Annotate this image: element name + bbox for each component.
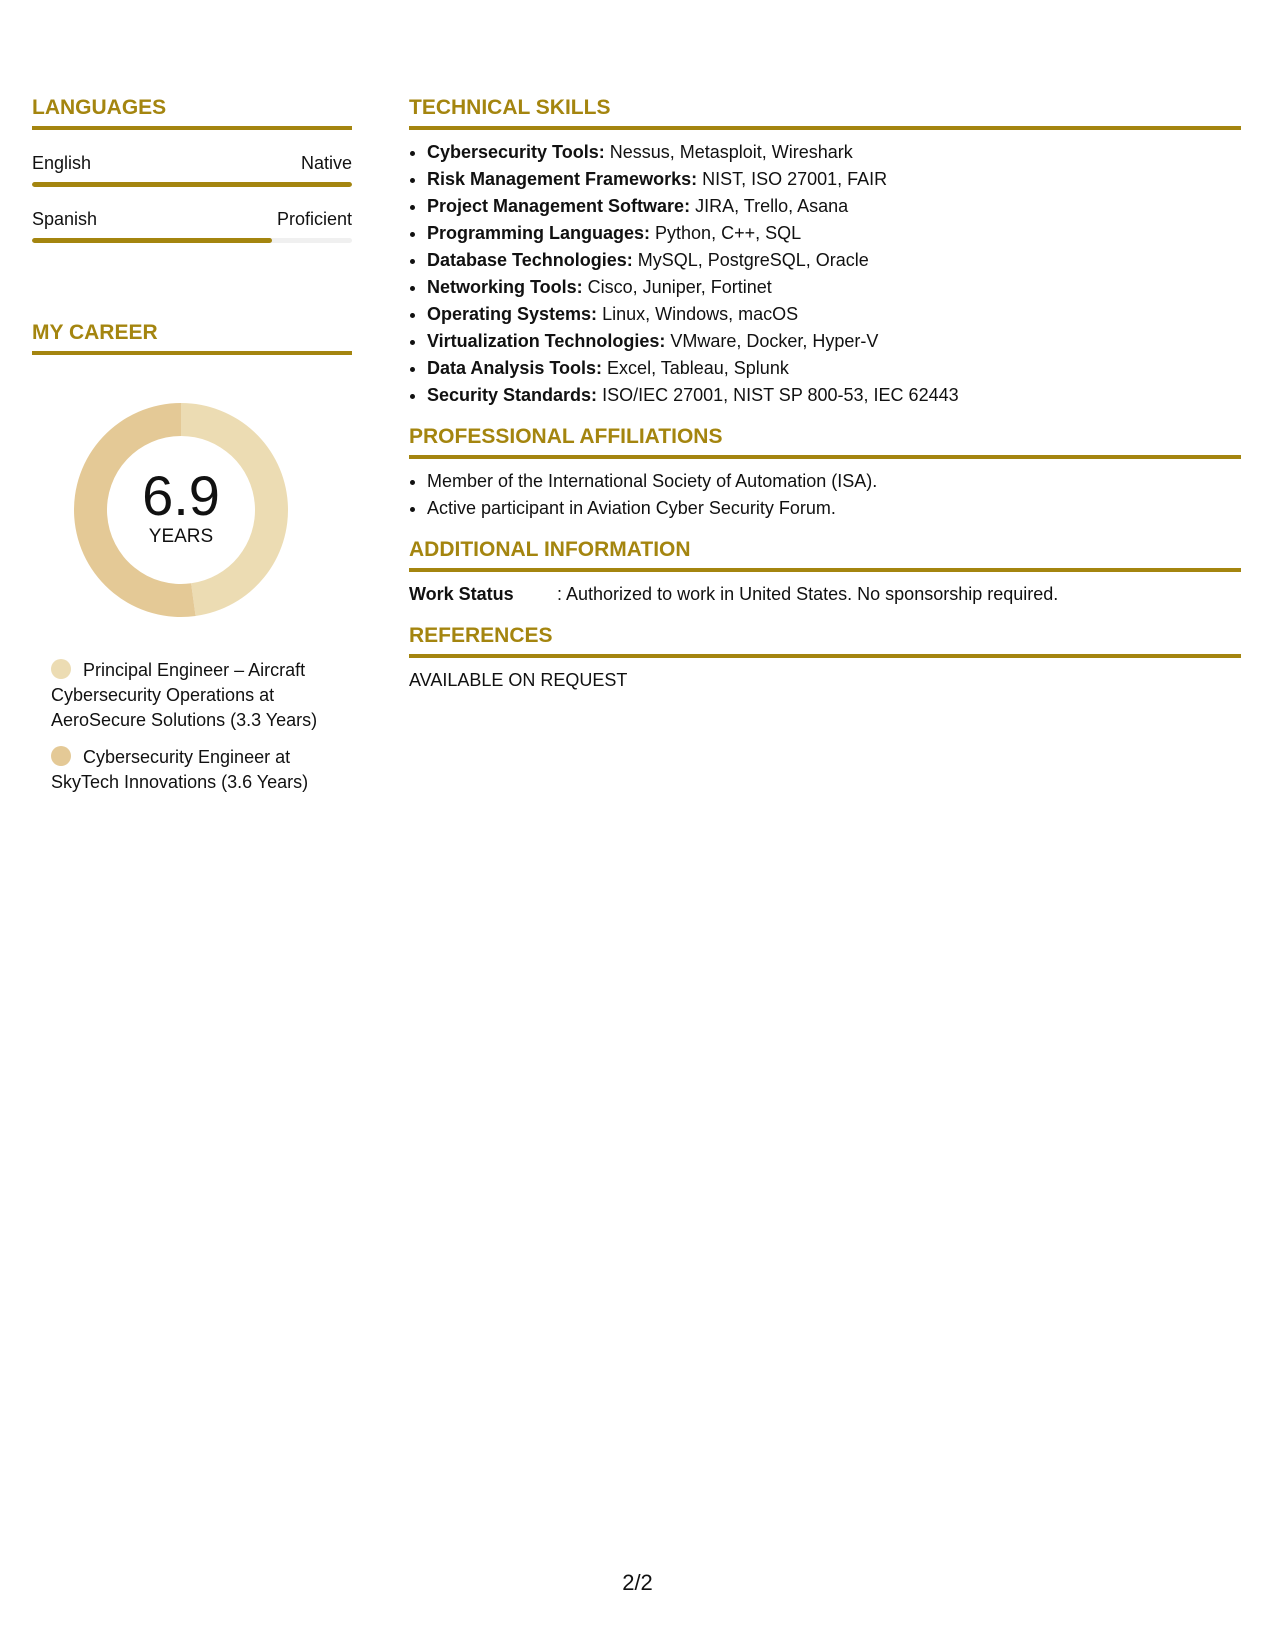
language-proficiency-bar xyxy=(32,238,352,243)
skill-label: Database Technologies: xyxy=(427,250,633,270)
career-total-years: 6.9 xyxy=(142,464,220,527)
language-proficiency-fill xyxy=(32,238,272,243)
skill-label: Networking Tools: xyxy=(427,277,583,297)
skill-value: Linux, Windows, macOS xyxy=(597,304,799,324)
legend-dot-icon xyxy=(51,746,71,766)
skill-label: Security Standards: xyxy=(427,385,598,405)
page-number: 2/2 xyxy=(622,1570,653,1595)
language-proficiency-bar xyxy=(32,182,352,187)
work-status-label: Work Status xyxy=(409,584,514,604)
references-text: AVAILABLE ON REQUEST xyxy=(409,670,628,690)
references-section xyxy=(409,623,1241,694)
language-name: Spanish xyxy=(32,209,98,229)
affiliations-section xyxy=(409,424,1241,522)
additional-info-title: ADDITIONAL INFORMATION xyxy=(409,537,1241,572)
career-legend xyxy=(51,658,351,795)
skill-item xyxy=(427,139,1241,166)
affiliations-list xyxy=(409,468,1241,522)
skill-label: Risk Management Frameworks: xyxy=(427,169,698,189)
skill-item xyxy=(427,247,1241,274)
skill-item xyxy=(427,355,1241,382)
skill-item xyxy=(427,220,1241,247)
skill-value: ISO/IEC 27001, NIST SP 800-53, IEC 62443 xyxy=(597,385,959,405)
career-title: MY CAREER xyxy=(32,320,352,355)
career-legend-item xyxy=(51,745,351,795)
skill-item xyxy=(427,274,1241,301)
skill-item xyxy=(427,301,1241,328)
skill-label: Operating Systems: xyxy=(427,304,598,324)
affiliation-item: • Member of the International Society of Automation (ISA). xyxy=(427,468,1241,495)
right-column xyxy=(409,95,1241,694)
skill-label: Data Analysis Tools: xyxy=(427,358,603,378)
technical-skills-title: TECHNICAL SKILLS xyxy=(409,95,1241,130)
skill-label: Project Management Software: xyxy=(427,196,691,216)
career-role-label: Principal Engineer – Aircraft Cybersecurity Operations at AeroSecure Solutions (3.3 Years) xyxy=(51,660,318,730)
career-role-label: Cybersecurity Engineer at SkyTech Innovations (3.6 Years) xyxy=(51,747,309,792)
skill-item xyxy=(427,328,1241,355)
skill-value: MySQL, PostgreSQL, Oracle xyxy=(632,250,869,270)
affiliation-item: • Active participant in Aviation Cyber Security Forum. xyxy=(427,495,1241,522)
affiliations-title: PROFESSIONAL AFFILIATIONS xyxy=(409,424,1241,459)
skill-label: Virtualization Technologies: xyxy=(427,331,666,351)
skill-value: Nessus, Metasploit, Wireshark xyxy=(604,142,853,162)
skill-value: Python, C++, SQL xyxy=(650,223,802,243)
language-item-spanish xyxy=(32,208,352,243)
skill-item xyxy=(427,382,1241,409)
language-level: Proficient xyxy=(276,209,352,229)
skill-value: Cisco, Juniper, Fortinet xyxy=(582,277,772,297)
skill-item xyxy=(427,193,1241,220)
additional-info-section xyxy=(409,537,1241,608)
left-column xyxy=(32,95,352,807)
skill-value: Excel, Tableau, Splunk xyxy=(602,358,789,378)
work-status-row xyxy=(409,581,1241,608)
career-legend-item xyxy=(51,658,351,733)
skill-label: Cybersecurity Tools: xyxy=(427,142,605,162)
skill-value: NIST, ISO 27001, FAIR xyxy=(697,169,888,189)
references-title: REFERENCES xyxy=(409,623,1241,658)
technical-skills-list xyxy=(409,139,1241,409)
work-status-value: : Authorized to work in United States. No sponsorship required. xyxy=(557,584,1059,604)
career-donut-chart xyxy=(66,395,296,625)
language-proficiency-fill xyxy=(32,182,352,187)
language-name: English xyxy=(32,153,92,173)
skill-value: VMware, Docker, Hyper-V xyxy=(665,331,879,351)
language-level: Native xyxy=(300,153,352,173)
legend-dot-icon xyxy=(51,659,71,679)
skill-label: Programming Languages: xyxy=(427,223,651,243)
languages-title: LANGUAGES xyxy=(32,95,352,130)
career-total-unit: YEARS xyxy=(148,526,214,547)
skill-item xyxy=(427,166,1241,193)
skill-value: JIRA, Trello, Asana xyxy=(690,196,849,216)
language-item-english xyxy=(32,152,352,187)
